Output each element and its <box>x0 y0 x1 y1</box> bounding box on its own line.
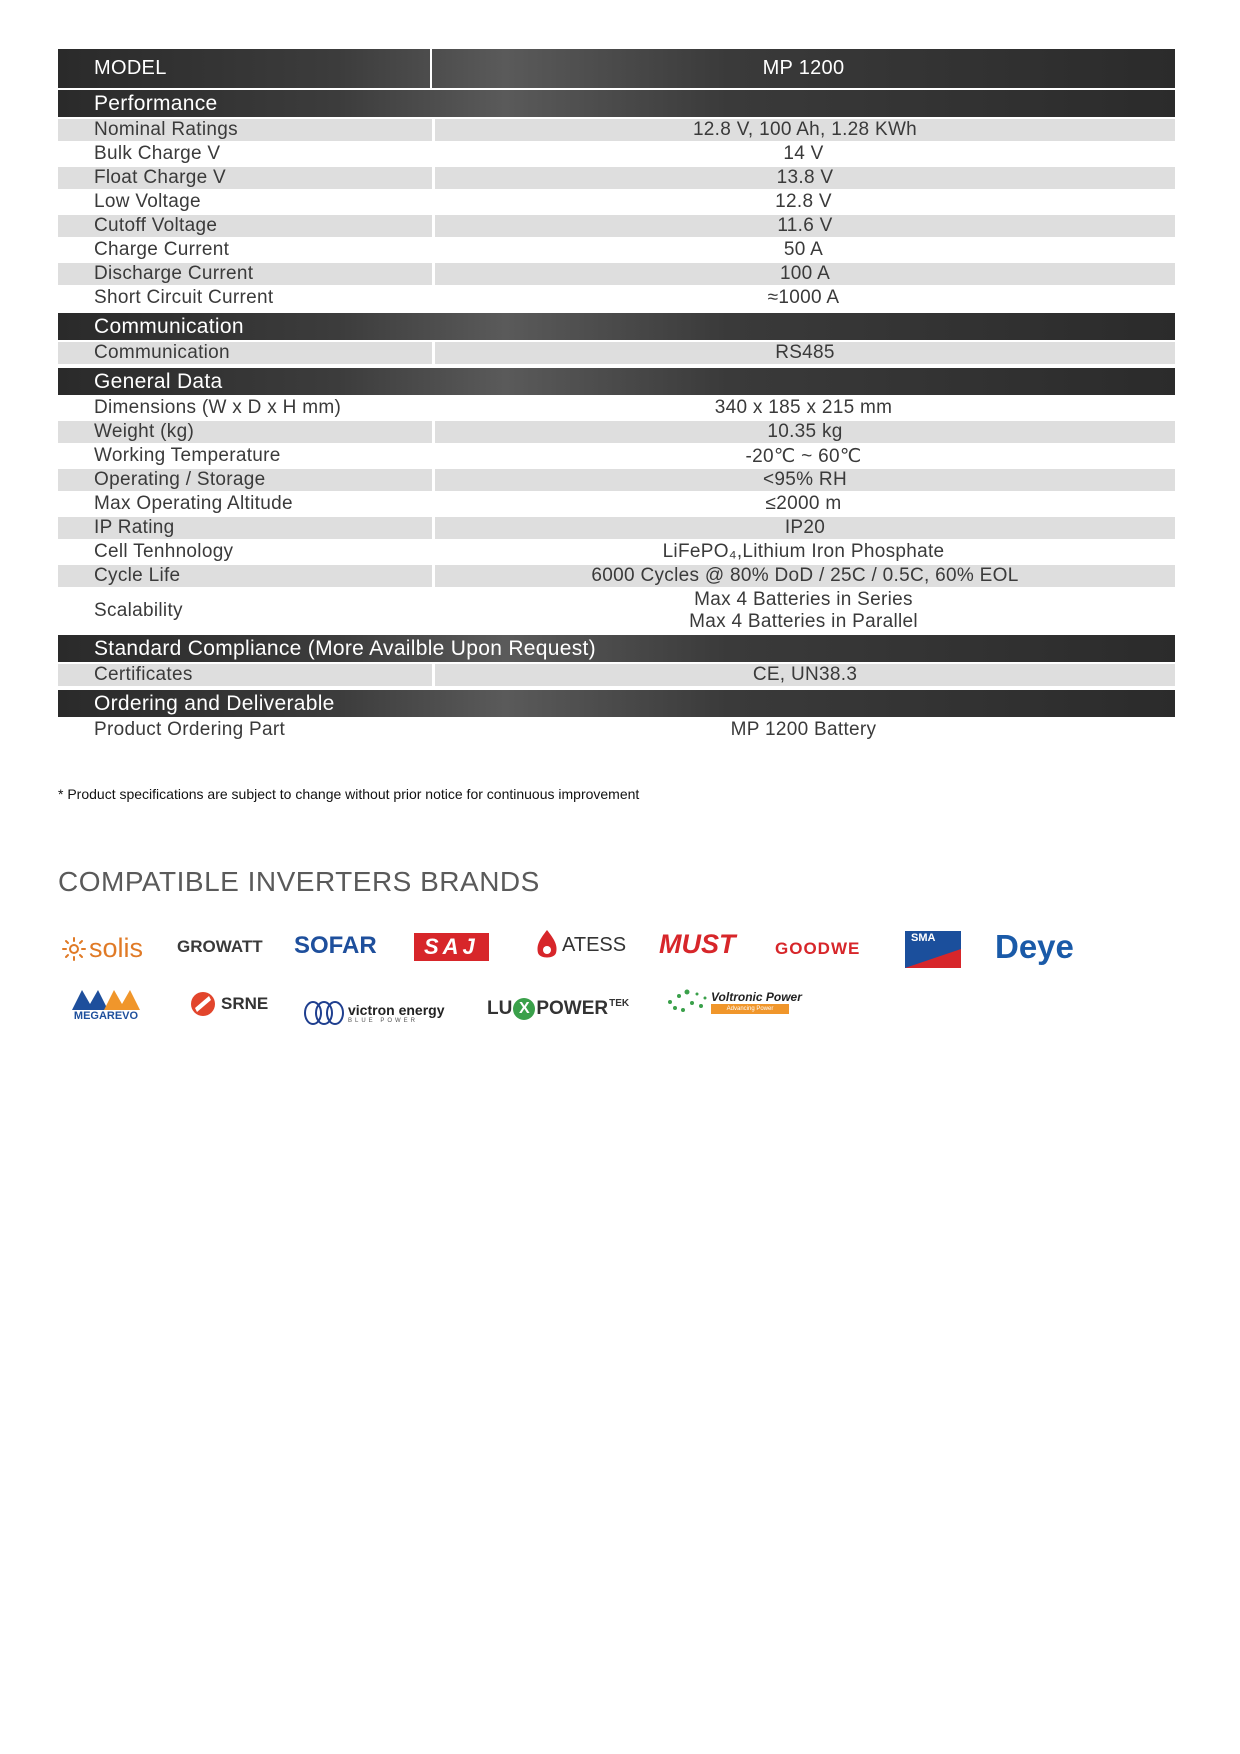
luxpower-logo <box>487 998 629 1020</box>
row-label: Float Charge V <box>58 167 432 189</box>
spec-table <box>58 49 1175 741</box>
row-label: Max Operating Altitude <box>94 493 293 514</box>
row-value: 50 A <box>783 239 824 260</box>
megarevo-text: MEGAREVO <box>73 1010 139 1022</box>
table-row <box>58 719 1175 741</box>
luxpower-power: POWER <box>536 998 609 1019</box>
row-value: 12.8 V <box>775 191 832 212</box>
row-label: Dimensions (W x D x H mm) <box>94 397 342 418</box>
row-value: ≈1000 A <box>767 287 840 308</box>
table-row <box>58 664 1175 686</box>
row-value: 340 x 185 x 215 mm <box>714 397 893 418</box>
row-label: Bulk Charge V <box>94 143 221 164</box>
growatt-text: GROWATT <box>177 937 263 956</box>
luxpower-x-icon: X <box>513 998 535 1020</box>
row-label: Short Circuit Current <box>94 287 274 308</box>
victron-tagline: BLUE POWER <box>348 1018 419 1024</box>
row-label: Operating / Storage <box>58 469 432 491</box>
section-general <box>58 368 1175 395</box>
voltronic-text: Voltronic Power <box>711 990 802 1004</box>
row-value: 6000 Cycles @ 80% DoD / 25C / 0.5C, 60% EOL <box>435 565 1175 587</box>
row-label: IP Rating <box>58 517 432 539</box>
table-row <box>58 263 1175 285</box>
table-row <box>58 143 1175 165</box>
saj-logo <box>414 933 489 961</box>
section-title: Standard Compliance (More Availble Upon Request) <box>94 636 596 660</box>
megarevo-logo <box>70 988 142 1022</box>
section-title: General Data <box>94 369 223 393</box>
row-value: 11.6 V <box>435 215 1175 237</box>
section-title: Communication <box>94 314 244 338</box>
table-row <box>58 342 1175 364</box>
row-label: Product Ordering Part <box>94 719 286 740</box>
table-row <box>58 589 1175 633</box>
row-value: <95% RH <box>435 469 1175 491</box>
sma-logo <box>905 931 961 968</box>
performance-rows <box>58 119 1175 309</box>
table-row <box>58 517 1175 539</box>
communication-rows <box>58 342 1175 364</box>
row-value: 12.8 V, 100 Ah, 1.28 KWh <box>435 119 1175 141</box>
model-label: MODEL <box>58 49 432 88</box>
table-row <box>58 493 1175 515</box>
deye-logo <box>995 928 1074 966</box>
srne-mark-icon <box>190 991 216 1017</box>
row-label: Nominal Ratings <box>58 119 432 141</box>
scalability-series: Max 4 Batteries in Series <box>694 589 913 610</box>
table-row <box>58 421 1175 443</box>
row-label: Discharge Current <box>58 263 432 285</box>
solis-logo <box>62 933 143 964</box>
sma-text: SMA <box>911 932 936 944</box>
section-title: Ordering and Deliverable <box>94 691 335 715</box>
row-value: IP20 <box>435 517 1175 539</box>
goodwe-logo <box>775 939 860 959</box>
row-label: Cycle Life <box>58 565 432 587</box>
deye-text: Deye <box>995 928 1074 965</box>
row-label: Scalability <box>94 600 183 621</box>
row-value <box>432 589 1175 633</box>
row-value: 10.35 kg <box>435 421 1175 443</box>
luxpower-tek: TEK <box>609 998 630 1009</box>
victron-logo <box>303 1000 444 1026</box>
table-row <box>58 541 1175 563</box>
section-communication <box>58 313 1175 340</box>
row-value: 14 V <box>783 143 824 164</box>
luxpower-lu: LU <box>487 998 513 1019</box>
sofar-logo <box>294 932 377 960</box>
row-value: 100 A <box>435 263 1175 285</box>
row-value: RS485 <box>435 342 1175 364</box>
section-performance <box>58 90 1175 117</box>
row-value: LiFePO₄,Lithium Iron Phosphate <box>662 541 945 562</box>
model-header-row <box>58 49 1175 88</box>
srne-logo <box>190 991 268 1017</box>
row-value: ≤2000 m <box>765 493 842 514</box>
table-row <box>58 469 1175 491</box>
flame-icon <box>535 929 559 961</box>
sun-icon <box>62 937 86 961</box>
brands-title: COMPATIBLE INVERTERS BRANDS <box>58 866 540 897</box>
saj-text: SAJ <box>414 933 489 961</box>
sofar-text: SOFAR <box>294 932 377 959</box>
compliance-rows <box>58 664 1175 686</box>
ordering-rows <box>58 719 1175 741</box>
victron-text: victron energy <box>348 1002 445 1018</box>
atess-text: ATESS <box>562 933 627 956</box>
row-label: Working Temperature <box>94 445 281 466</box>
table-row <box>58 119 1175 141</box>
srne-text: SRNE <box>221 994 269 1013</box>
row-label: Cutoff Voltage <box>58 215 432 237</box>
atess-logo <box>535 929 626 961</box>
table-row <box>58 191 1175 213</box>
general-rows <box>58 397 1175 587</box>
table-row <box>58 565 1175 587</box>
growatt-logo <box>177 937 263 957</box>
footnote: * Product specifications are subject to change without prior notice for continuous improvement <box>58 786 640 802</box>
row-label: Communication <box>58 342 432 364</box>
voltronic-tagline: Advancing Power <box>711 1004 789 1014</box>
model-value: MP 1200 <box>762 57 845 79</box>
row-label: Weight (kg) <box>58 421 432 443</box>
goodwe-text: GOODWE <box>775 939 861 958</box>
must-logo <box>659 929 736 960</box>
victron-wave-icon <box>303 1000 345 1026</box>
table-row <box>58 239 1175 261</box>
table-row <box>58 215 1175 237</box>
solis-text: solis <box>89 933 144 963</box>
scalability-parallel: Max 4 Batteries in Parallel <box>689 611 918 632</box>
row-value: 13.8 V <box>435 167 1175 189</box>
row-label: Low Voltage <box>94 191 201 212</box>
table-row <box>58 445 1175 467</box>
table-row <box>58 167 1175 189</box>
row-label: Cell Tenhnology <box>94 541 234 562</box>
must-text: MUST <box>659 929 736 959</box>
table-row <box>58 397 1175 419</box>
section-ordering <box>58 690 1175 717</box>
voltronic-dots-icon <box>667 988 709 1016</box>
row-label: Charge Current <box>94 239 230 260</box>
megarevo-mark-icon <box>70 988 142 1010</box>
row-value: MP 1200 Battery <box>730 719 877 740</box>
table-row <box>58 287 1175 309</box>
row-value: -20℃ ~ 60℃ <box>745 445 862 467</box>
voltronic-logo <box>667 988 802 1016</box>
section-compliance <box>58 635 1175 662</box>
section-title: Performance <box>94 91 218 115</box>
row-value: CE, UN38.3 <box>435 664 1175 686</box>
row-label: Certificates <box>58 664 432 686</box>
